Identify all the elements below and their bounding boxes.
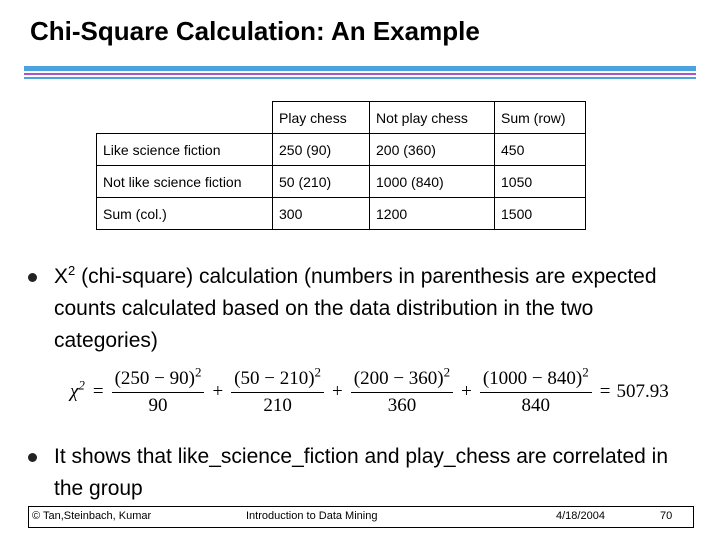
numerator bbox=[112, 364, 205, 393]
denominator: 360 bbox=[387, 394, 417, 416]
superscript: 2 bbox=[68, 263, 76, 278]
bullet-dot-icon bbox=[28, 273, 37, 282]
square-exponent: 2 bbox=[194, 364, 202, 380]
table-row bbox=[97, 166, 586, 198]
slide-footer bbox=[28, 506, 694, 528]
table-corner-cell bbox=[97, 102, 273, 134]
title-divider-line bbox=[24, 73, 696, 75]
bullet-dot-icon bbox=[28, 453, 37, 462]
equals-sign: = bbox=[599, 381, 611, 402]
footer-course-title: Introduction to Data Mining bbox=[246, 510, 378, 522]
formula-term bbox=[480, 364, 592, 417]
bullet-text bbox=[54, 261, 696, 357]
plus-sign: + bbox=[332, 381, 343, 402]
slide-title: Chi-Square Calculation: An Example bbox=[30, 16, 480, 46]
bullet-text: It shows that like_science_fiction and play_chess are correlated in the group bbox=[54, 445, 669, 500]
formula-term bbox=[231, 364, 324, 417]
numerator bbox=[231, 364, 324, 393]
footer-copyright: © Tan,Steinbach, Kumar bbox=[32, 510, 152, 522]
numerator-text: (50 − 210) bbox=[234, 367, 315, 389]
footer-date: 4/18/2004 bbox=[556, 510, 605, 522]
table-cell: 1500 bbox=[495, 198, 586, 230]
footer-page-number: 70 bbox=[660, 510, 673, 522]
superscript: 2 bbox=[78, 377, 85, 393]
square-exponent: 2 bbox=[314, 364, 322, 380]
square-exponent: 2 bbox=[443, 364, 451, 380]
plus-sign: + bbox=[461, 381, 472, 402]
table-cell: 300 bbox=[273, 198, 370, 230]
numerator-text: (200 − 360) bbox=[353, 367, 444, 389]
table-cell: 1200 bbox=[370, 198, 495, 230]
title-divider-line bbox=[24, 66, 696, 71]
formula-result: 507.93 bbox=[616, 381, 669, 402]
table-row bbox=[97, 198, 586, 230]
denominator: 90 bbox=[148, 394, 168, 416]
numerator bbox=[351, 364, 453, 393]
column-header: Sum (row) bbox=[495, 102, 586, 134]
bullet-chi-square-explanation bbox=[28, 261, 696, 357]
contingency-table bbox=[96, 101, 586, 230]
denominator: 840 bbox=[521, 394, 551, 416]
column-header: Play chess bbox=[273, 102, 370, 134]
bullet-body: (chi-square) calculation (numbers in parenthesis are expected counts calculated based on the data distribution in the two categories) bbox=[54, 265, 657, 352]
bullet-correlation-conclusion bbox=[28, 441, 696, 505]
table-cell: 1050 bbox=[495, 166, 586, 198]
title-divider-line bbox=[24, 77, 696, 79]
table-header-row bbox=[97, 102, 586, 134]
equals-sign: = bbox=[92, 381, 104, 402]
table-cell: 200 (360) bbox=[370, 134, 495, 166]
formula-term bbox=[112, 364, 205, 417]
row-header: Sum (col.) bbox=[97, 198, 273, 230]
row-header: Like science fiction bbox=[97, 134, 273, 166]
chi-symbol: Χ bbox=[54, 265, 69, 288]
row-header: Not like science fiction bbox=[97, 166, 273, 198]
chi-square-formula bbox=[70, 362, 669, 422]
table-cell: 450 bbox=[495, 134, 586, 166]
square-exponent: 2 bbox=[582, 364, 589, 380]
numerator bbox=[480, 364, 592, 393]
plus-sign: + bbox=[212, 381, 224, 402]
table-row bbox=[97, 134, 586, 166]
denominator: 210 bbox=[263, 394, 292, 416]
formula-term bbox=[351, 364, 453, 417]
numerator-text: (250 − 90) bbox=[114, 367, 195, 389]
formula-lhs bbox=[70, 377, 85, 403]
table-cell: 50 (210) bbox=[273, 166, 370, 198]
table-cell: 1000 (840) bbox=[370, 166, 495, 198]
column-header: Not play chess bbox=[370, 102, 495, 134]
table-cell: 250 (90) bbox=[273, 134, 370, 166]
chi-symbol: χ bbox=[70, 381, 79, 402]
numerator-text: (1000 − 840) bbox=[482, 367, 583, 389]
